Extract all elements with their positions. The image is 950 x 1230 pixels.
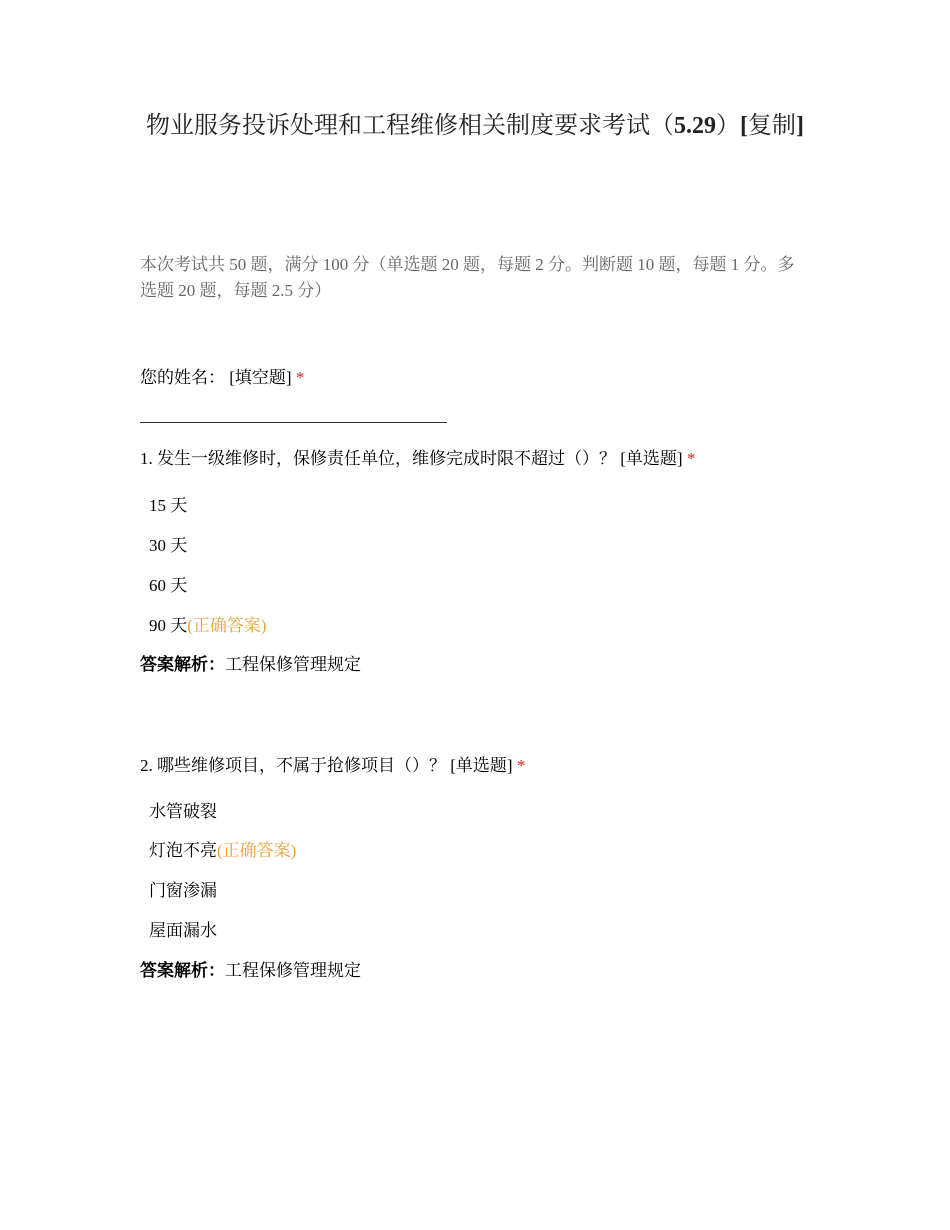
required-mark: * bbox=[295, 368, 305, 387]
question-1-analysis: 答案解析：工程保修管理规定 bbox=[140, 655, 361, 674]
question-type: [填空题] bbox=[229, 368, 292, 387]
question-2-label: 2. 哪些维修项目，不属于抢修项目（）？ [单选题] * bbox=[140, 756, 526, 775]
question-type: [单选题] bbox=[620, 449, 683, 468]
correct-answer-tag: (正确答案) bbox=[187, 616, 267, 635]
required-mark: * bbox=[686, 449, 696, 468]
name-question: 您的姓名： [填空题] * bbox=[140, 368, 305, 387]
exam-intro: 本次考试共 50 题，满分 100 分（单选题 20 题，每题 2 分。判断题 10 题，每题 1 分。多选题 20 题，每题 2.5 分） bbox=[140, 255, 795, 300]
required-mark: * bbox=[516, 756, 526, 775]
question-1-option: 15 天 bbox=[149, 496, 188, 515]
correct-answer-tag: (正确答案) bbox=[217, 841, 297, 860]
question-type: [单选题] bbox=[450, 756, 513, 775]
question-2-option: 屋面漏水 bbox=[149, 921, 217, 940]
name-input-line[interactable] bbox=[140, 422, 447, 423]
question-1-label: 1. 发生一级维修时，保修责任单位，维修完成时限不超过（）？ [单选题] * bbox=[140, 449, 696, 468]
question-1-option: 60 天 bbox=[149, 576, 188, 595]
question-1-option-correct: 90 天(正确答案) bbox=[149, 616, 267, 635]
page-title: 物业服务投诉处理和工程维修相关制度要求考试（5.29）[复制] bbox=[146, 113, 804, 139]
question-2-analysis: 答案解析：工程保修管理规定 bbox=[140, 961, 361, 980]
question-2-option-correct: 灯泡不亮(正确答案) bbox=[149, 841, 297, 860]
question-2-option: 门窗渗漏 bbox=[149, 881, 217, 900]
question-2-option: 水管破裂 bbox=[149, 802, 217, 821]
question-1-option: 30 天 bbox=[149, 536, 188, 555]
